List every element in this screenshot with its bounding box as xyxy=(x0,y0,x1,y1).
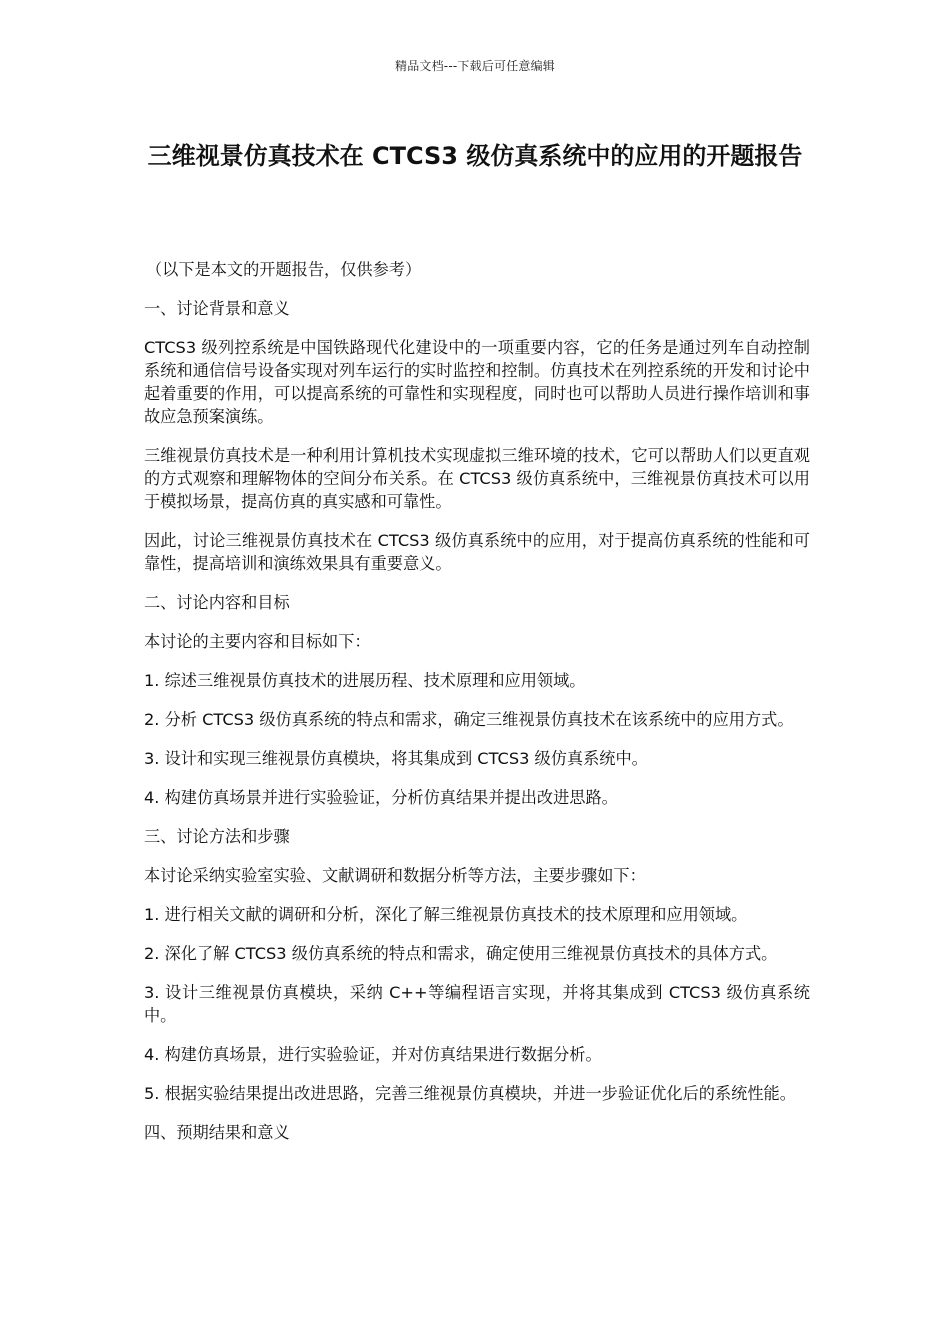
paragraph: 三维视景仿真技术是一种利用计算机技术实现虚拟三维环境的技术，它可以帮助人们以更直观的方式观察和理解物体的空间分布关系。在 CTCS3 级仿真系统中，三维视景仿真技术可以用于模拟场景，提高仿真的真实感和可靠性。 xyxy=(144,446,810,511)
list-item: 4. 构建仿真场景，进行实验验证，并对仿真结果进行数据分析。 xyxy=(144,1045,602,1064)
paragraph: 因此，讨论三维视景仿真技术在 CTCS3 级仿真系统中的应用，对于提高仿真系统的性能和可靠性，提高培训和演练效果具有重要意义。 xyxy=(144,531,810,573)
list-item: 3. 设计三维视景仿真模块，采纳 C++等编程语言实现，并将其集成到 CTCS3 级仿真系统中。 xyxy=(144,983,810,1025)
section-heading-1: 一、讨论背景和意义 xyxy=(144,299,290,318)
paragraph: 本讨论采纳实验室实验、文献调研和数据分析等方法，主要步骤如下： xyxy=(144,866,646,885)
document-title: 三维视景仿真技术在 CTCS3 级仿真系统中的应用的开题报告 xyxy=(147,142,803,170)
list-item: 3. 设计和实现三维视景仿真模块，将其集成到 CTCS3 级仿真系统中。 xyxy=(144,749,648,768)
intro-note: （以下是本文的开题报告，仅供参考） xyxy=(146,260,422,279)
list-item: 2. 深化了解 CTCS3 级仿真系统的特点和需求，确定使用三维视景仿真技术的具体方式。 xyxy=(144,944,778,963)
list-item: 1. 进行相关文献的调研和分析，深化了解三维视景仿真技术的技术原理和应用领域。 xyxy=(144,905,748,924)
header-note: 精品文档---下载后可任意编辑 xyxy=(395,59,555,73)
section-heading-2: 二、讨论内容和目标 xyxy=(144,593,290,612)
list-item: 5. 根据实验结果提出改进思路，完善三维视景仿真模块，并进一步验证优化后的系统性能。 xyxy=(144,1084,796,1103)
document-body xyxy=(144,258,810,1160)
list-item: 2. 分析 CTCS3 级仿真系统的特点和需求，确定三维视景仿真技术在该系统中的应用方式。 xyxy=(144,710,794,729)
list-item: 1. 综述三维视景仿真技术的进展历程、技术原理和应用领域。 xyxy=(144,671,586,690)
paragraph: 本讨论的主要内容和目标如下： xyxy=(144,632,371,651)
section-heading-3: 三、讨论方法和步骤 xyxy=(144,827,290,846)
paragraph: CTCS3 级列控系统是中国铁路现代化建设中的一项重要内容，它的任务是通过列车自动控制系统和通信信号设备实现对列车运行的实时监控和控制。仿真技术在列控系统的开发和讨论中起着重要的作用，可以提高系统的可靠性和实现程度，同时也可以帮助人员进行操作培训和事故应急预案演练。 xyxy=(144,338,810,426)
list-item: 4. 构建仿真场景并进行实验验证，分析仿真结果并提出改进思路。 xyxy=(144,788,618,807)
section-heading-4: 四、预期结果和意义 xyxy=(144,1123,290,1142)
